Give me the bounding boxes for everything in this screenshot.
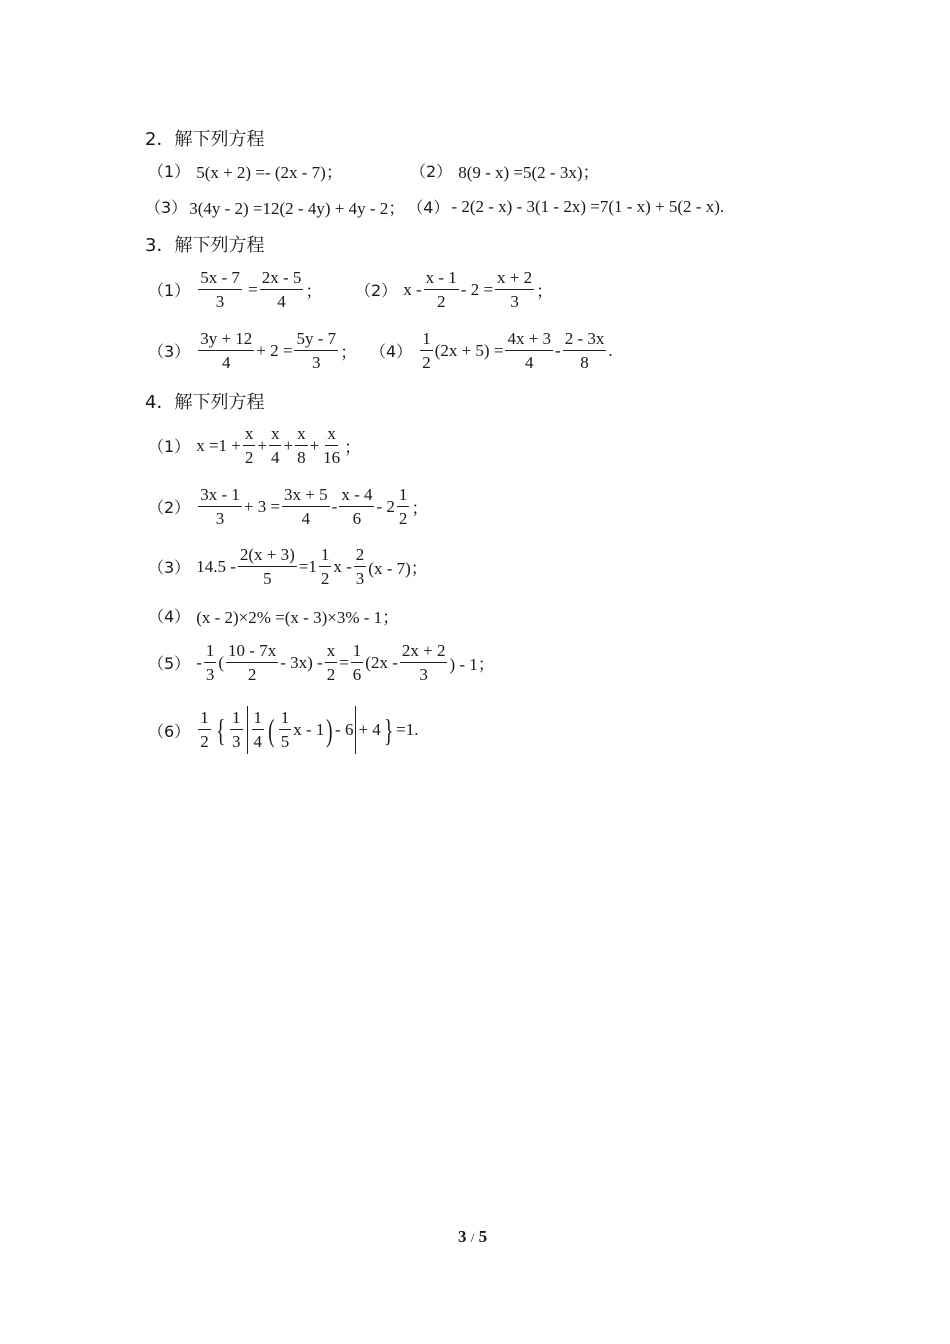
problem-3-1: （1） $\frac{5x - 7}{3}$ = $\frac{2x - 5}{4}$ ； bbox=[148, 268, 323, 311]
fraction: $\frac{2x + 2}{3}$ bbox=[401, 641, 446, 684]
page-separator: / bbox=[470, 1230, 475, 1245]
problem-label: （1） bbox=[148, 162, 191, 181]
section-4-heading: 4．解下列方程 bbox=[145, 392, 265, 413]
fraction: $\frac{x}{2}$ bbox=[326, 641, 336, 684]
fraction: $\frac{x}{16}$ bbox=[323, 424, 341, 467]
problem-2-2 bbox=[410, 158, 600, 183]
problem-label: （4） bbox=[148, 607, 191, 626]
problem-4-3: （3） 14.5 - $\frac{2(x + 3)}{5}$ =1 $\frac{1}{2}$ x - $\frac{2}{3}$ (x - 7)； bbox=[148, 545, 428, 588]
problem-4-4 bbox=[148, 603, 399, 628]
right-paren: ) bbox=[326, 712, 333, 748]
fraction: $\frac{x + 2}{3}$ bbox=[497, 268, 533, 311]
left-bracket bbox=[247, 706, 248, 754]
fraction: $\frac{1}{2}$ bbox=[320, 545, 330, 588]
problem-label: （2） bbox=[355, 281, 398, 301]
fraction: $\frac{1}{2}$ bbox=[398, 485, 408, 528]
problem-4-6: （6） $\frac{1}{2}$ { $\frac{1}{3}$ $\frac{1}{4}$ ( $\frac{1}{5}$ x - 1 ) - 6 + 4 } =1. bbox=[148, 706, 419, 754]
fraction: $\frac{1}{2}$ bbox=[422, 329, 431, 372]
fraction: $\frac{x}{2}$ bbox=[244, 424, 254, 467]
equation: - 2(2 - x) - 3(1 - 2x) =7(1 - x) + 5(2 - x). bbox=[451, 196, 725, 216]
page-number bbox=[458, 1227, 487, 1247]
problem-label: （1） bbox=[148, 281, 191, 301]
fraction: $\frac{1}{3}$ bbox=[205, 641, 215, 684]
fraction: $\frac{x - 4}{6}$ bbox=[341, 485, 373, 528]
fraction: $\frac{3x + 5}{4}$ bbox=[284, 485, 328, 528]
equation: 8(9 - x) =5(2 - 3x)； bbox=[458, 163, 600, 182]
fraction: $\frac{5x - 7}{3}$ bbox=[200, 268, 240, 311]
fraction: $\frac{10 - 7x}{2}$ bbox=[228, 641, 277, 684]
fraction: $\frac{4x + 3}{4}$ bbox=[507, 329, 552, 372]
left-paren: ( bbox=[268, 712, 275, 748]
fraction: $\frac{3x - 1}{3}$ bbox=[200, 485, 240, 528]
fraction: $\frac{2(x + 3)}{5}$ bbox=[239, 545, 295, 588]
fraction: $\frac{1}{3}$ bbox=[232, 708, 241, 751]
fraction: $\frac{2}{3}$ bbox=[355, 545, 365, 588]
equation: 3(4y - 2) =12(2 - 4y) + 4y - 2； bbox=[189, 199, 406, 218]
problem-label: （3） bbox=[148, 342, 191, 362]
problem-label: （3） bbox=[145, 198, 188, 217]
fraction: $\frac{x - 1}{2}$ bbox=[425, 268, 457, 311]
problem-label: （2） bbox=[410, 162, 453, 181]
section-2-heading: 2．解下列方程 bbox=[145, 129, 265, 150]
fraction: $\frac{3y + 12}{4}$ bbox=[200, 329, 253, 372]
problem-4-2: （2） $\frac{3x - 1}{3}$ + 3 = $\frac{3x + 5}{4}$ - $\frac{x - 4}{6}$ - 2 $\frac{1}{2}$ ； bbox=[148, 485, 429, 528]
problem-label: （4） bbox=[370, 342, 413, 362]
left-brace: { bbox=[215, 712, 225, 748]
problem-label: （4） bbox=[407, 198, 450, 217]
fraction: $\frac{1}{6}$ bbox=[352, 641, 362, 684]
problem-2-3 bbox=[145, 194, 724, 219]
problem-3-3: （3） $\frac{3y + 12}{4}$ + 2 = $\frac{5y - 7}{3}$ ； bbox=[148, 329, 358, 372]
problem-label: （3） bbox=[148, 558, 191, 578]
problem-label: （2） bbox=[148, 498, 191, 518]
total-pages: 5 bbox=[478, 1227, 488, 1246]
fraction: $\frac{x}{4}$ bbox=[270, 424, 280, 467]
problem-label: （6） bbox=[148, 721, 191, 741]
fraction: $\frac{2 - 3x}{8}$ bbox=[564, 329, 605, 372]
fraction: $\frac{5y - 7}{3}$ bbox=[296, 329, 337, 372]
section-3-heading: 3．解下列方程 bbox=[145, 235, 265, 256]
right-bracket bbox=[355, 706, 356, 754]
problem-3-2: （2） x - $\frac{x - 1}{2}$ - 2 = $\frac{x + 2}{3}$ ； bbox=[355, 268, 554, 311]
problem-4-5: （5） - $\frac{1}{3}$ ( $\frac{10 - 7x}{2}$ - 3x) - $\frac{x}{2}$ = $\frac{1}{6}$ (2x - $\frac{2x + 2}{3}$ ) - 1； bbox=[148, 641, 495, 684]
equation: 5(x + 2) =- (2x - 7)； bbox=[196, 163, 343, 182]
fraction: $\frac{x}{8}$ bbox=[297, 424, 306, 467]
fraction: $\frac{1}{2}$ bbox=[200, 708, 209, 751]
fraction: $\frac{2x - 5}{4}$ bbox=[261, 268, 302, 311]
problem-label: （1） bbox=[148, 437, 191, 457]
equation: (x - 2)×2% =(x - 3)×3% - 1； bbox=[196, 608, 400, 627]
fraction: $\frac{1}{5}$ bbox=[280, 708, 290, 751]
problem-4-1: （1） x =1 + $\frac{x}{2}$ + $\frac{x}{4}$ + $\frac{x}{8}$ + $\frac{x}{16}$ ； bbox=[148, 424, 362, 467]
problem-3-4: （4） $\frac{1}{2}$ (2x + 5) = $\frac{4x + 3}{4}$ - $\frac{2 - 3x}{8}$ . bbox=[370, 329, 613, 372]
right-brace: } bbox=[383, 712, 394, 748]
problem-2-1 bbox=[148, 158, 343, 183]
fraction: $\frac{1}{4}$ bbox=[253, 708, 263, 751]
problem-label: （5） bbox=[148, 654, 191, 674]
current-page: 3 bbox=[458, 1227, 467, 1246]
